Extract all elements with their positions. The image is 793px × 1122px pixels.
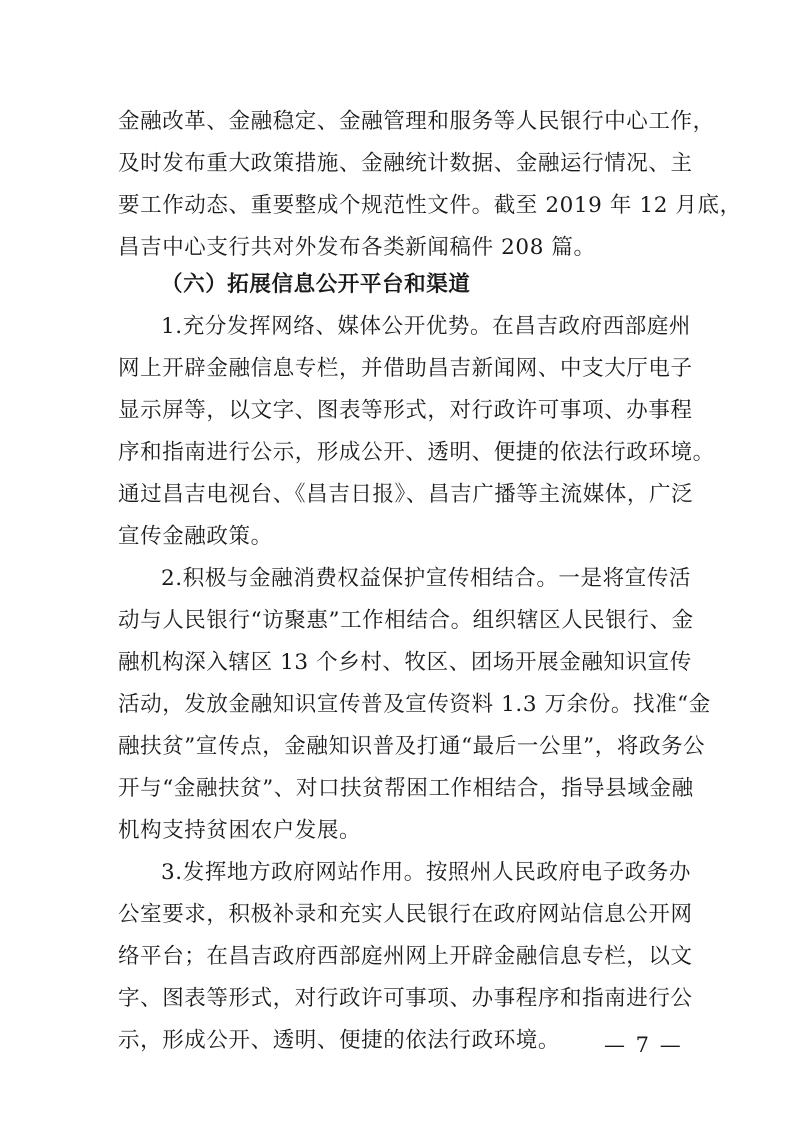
- paragraph-first-line: 1.充分发挥网络、媒体公开优势。在昌吉政府西部庭州: [161, 314, 692, 339]
- body-text-line: 开与“金融扶贫”、对口扶贫帮困工作相结合，指导县域金融: [118, 776, 694, 801]
- body-text-line: 宣传金融政策。: [118, 524, 273, 549]
- section-heading: （六）拓展信息公开平台和渠道: [161, 272, 471, 297]
- body-text-line: 示，形成公开、透明、便捷的依法行政环境。: [118, 1028, 561, 1053]
- paragraph-first-line: 2.积极与金融消费权益保护宣传相结合。一是将宣传活: [161, 566, 692, 591]
- body-text-line: 要工作动态、重要整成个规范性文件。截至 2019 年 12 月底，: [118, 193, 742, 218]
- body-text-line: 活动，发放金融知识宣传普及宣传资料 1.3 万余份。找准“金: [118, 692, 711, 717]
- body-text-line: 及时发布重大政策措施、金融统计数据、金融运行情况、主: [118, 151, 693, 176]
- paragraph-first-line: 3.发挥地方政府网站作用。按照州人民政府电子政务办: [161, 860, 692, 885]
- body-text-line: 动与人民银行“访聚惠”工作相结合。组织辖区人民银行、金: [118, 608, 694, 633]
- page-number: — 7 —: [604, 1033, 683, 1057]
- body-text-line: 金融改革、金融稳定、金融管理和服务等人民银行中心工作，: [118, 109, 715, 134]
- body-text-line: 序和指南进行公示，形成公开、透明、便捷的依法行政环境。: [118, 440, 715, 465]
- body-text-line: 融机构深入辖区 13 个乡村、牧区、团场开展金融知识宣传: [118, 650, 692, 675]
- body-text-line: 融扶贫”宣传点，金融知识普及打通“最后一公里”，将政务公: [118, 734, 706, 759]
- body-text-line: 网上开辟金融信息专栏，并借助昌吉新闻网、中支大厅电子: [118, 356, 693, 381]
- body-text-line: 显示屏等，以文字、图表等形式，对行政许可事项、办事程: [118, 398, 693, 423]
- body-text-line: 昌吉中心支行共对外发布各类新闻稿件 208 篇。: [118, 235, 596, 260]
- body-text-line: 公室要求，积极补录和充实人民银行在政府网站信息公开网: [118, 902, 693, 927]
- body-text-line: 字、图表等形式，对行政许可事项、办事程序和指南进行公: [118, 986, 693, 1011]
- body-text-line: 通过昌吉电视台、《昌吉日报》、昌吉广播等主流媒体，广泛: [118, 482, 694, 507]
- body-text-line: 络平台；在昌吉政府西部庭州网上开辟金融信息专栏，以文: [118, 944, 693, 969]
- body-text-line: 机构支持贫困农户发展。: [118, 818, 362, 843]
